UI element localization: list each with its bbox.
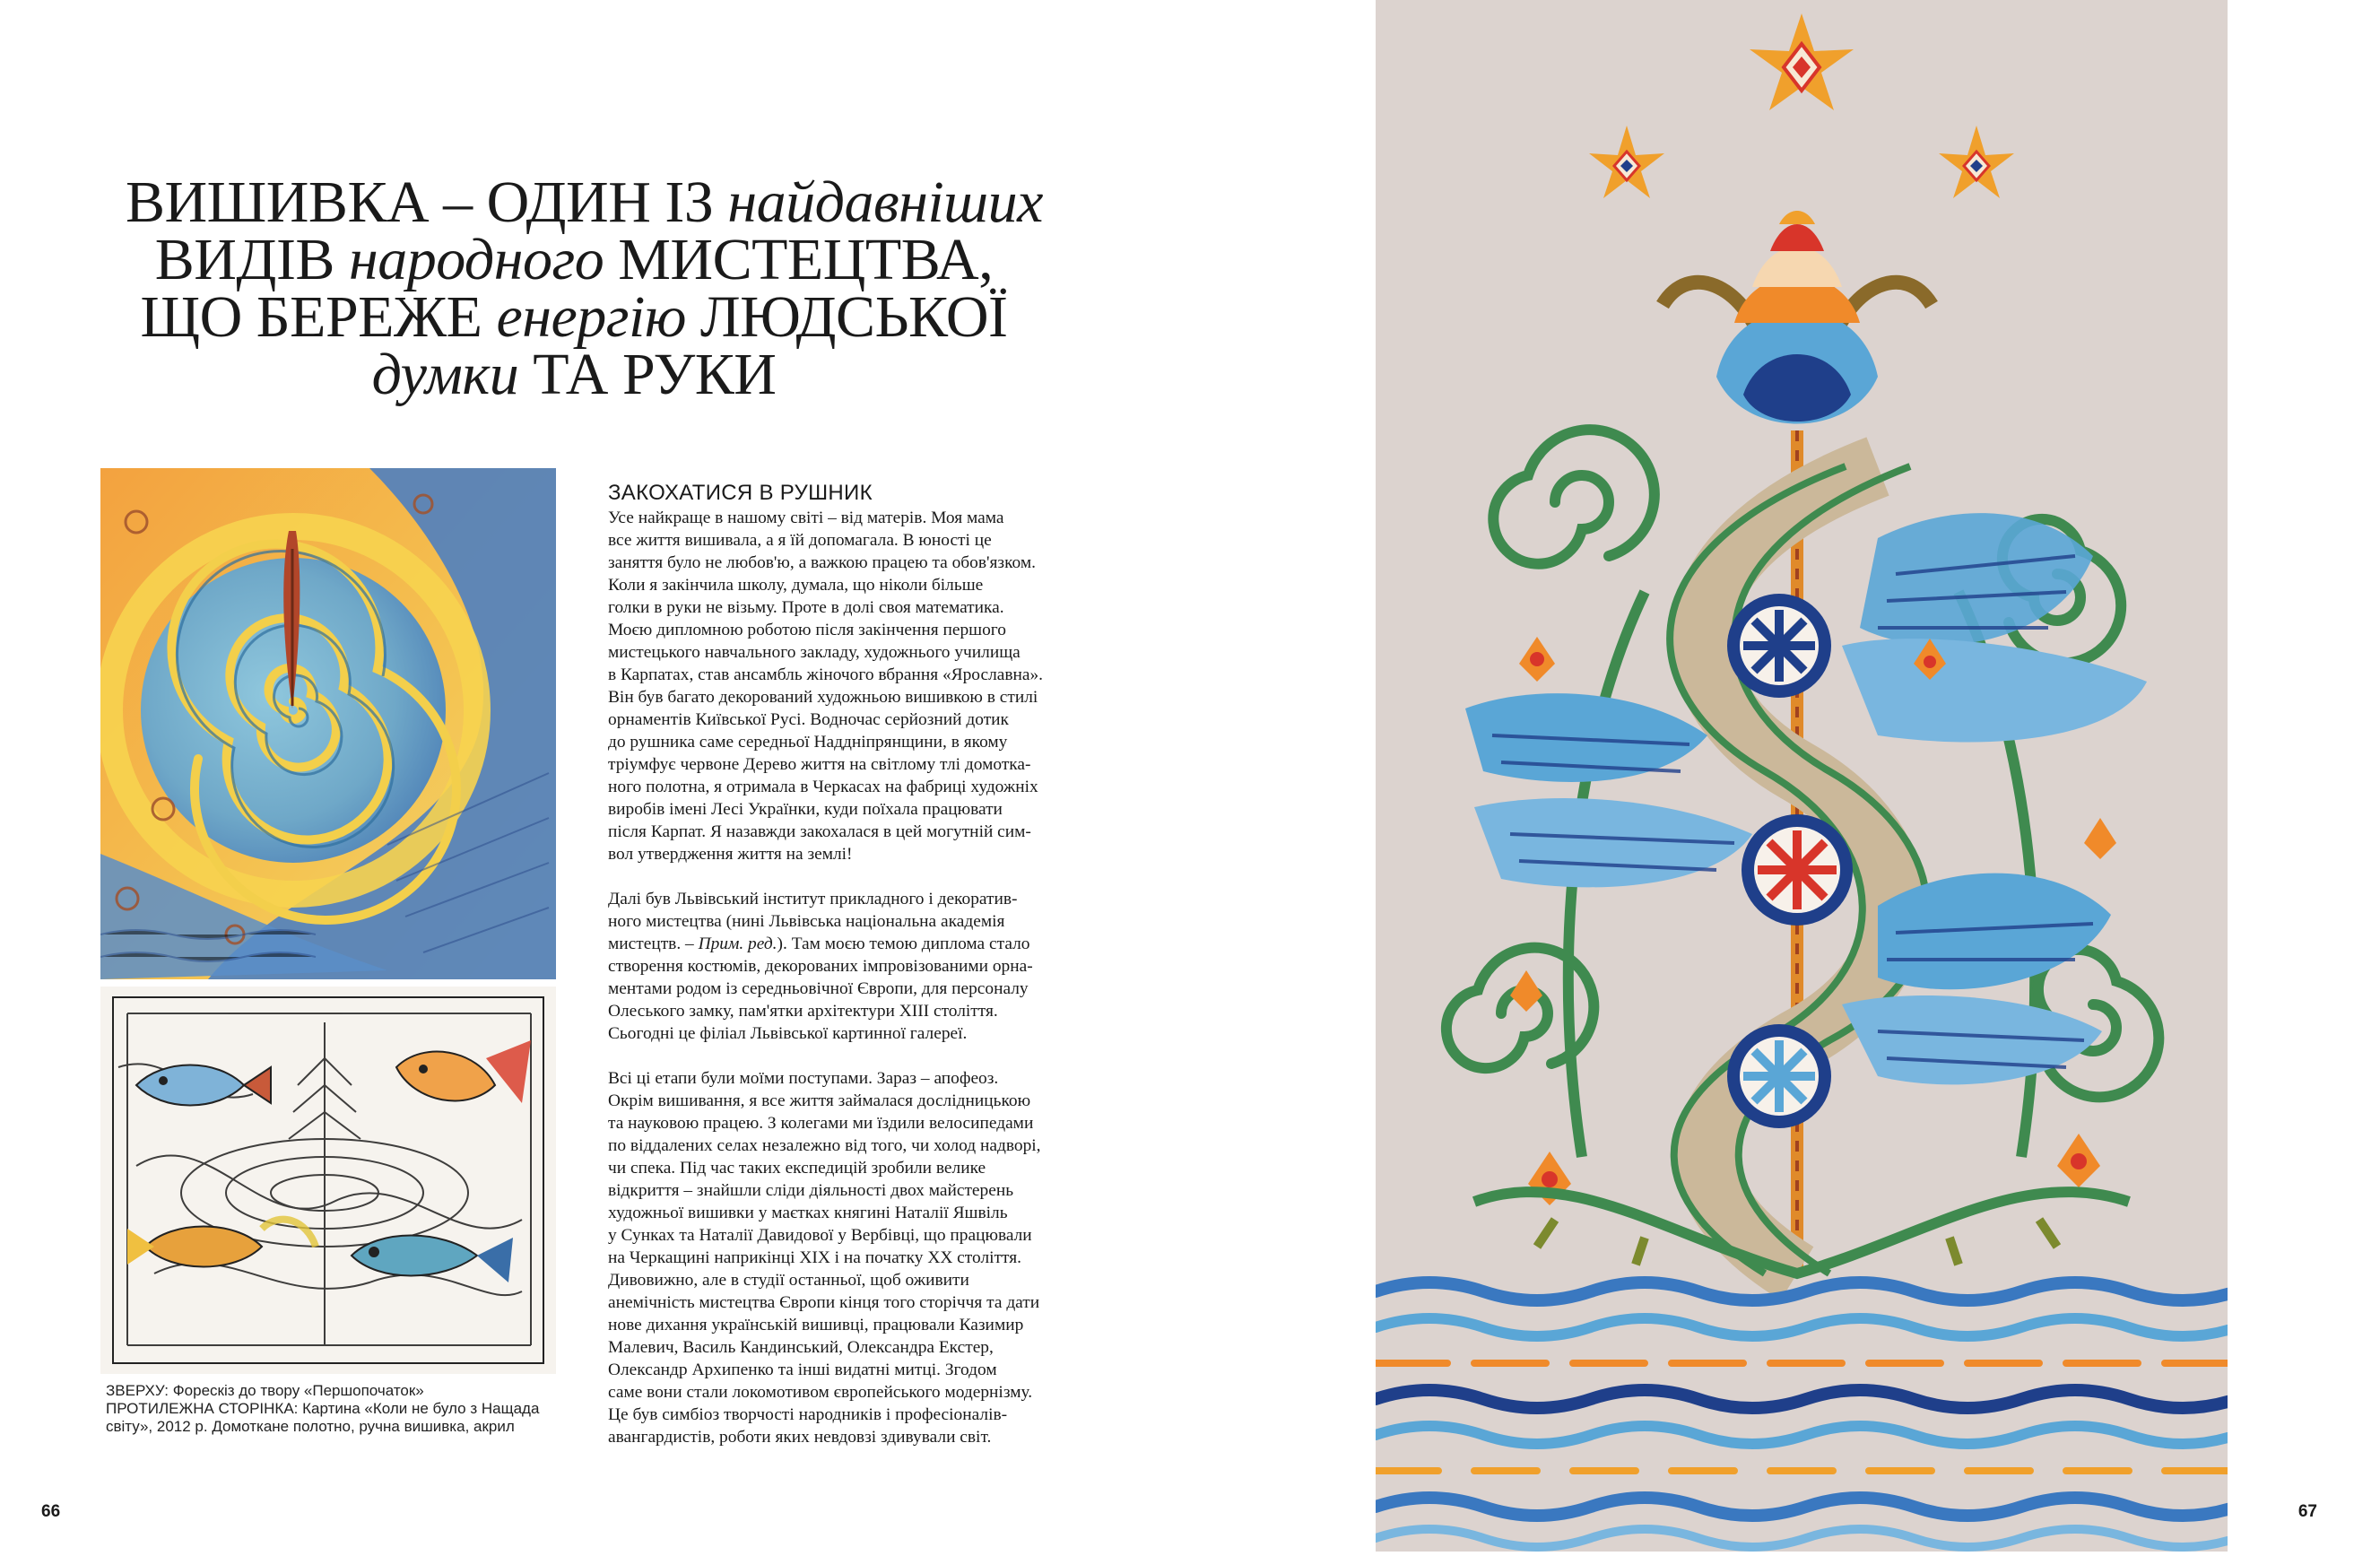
text-line: в Карпатах, став ансамбль жіночого вбрання «Ярославна». [608, 665, 1044, 684]
headline-line-1: ВИШИВКА – ОДИН ІЗ найдавніших [126, 170, 1043, 236]
headline-line-4: думки ТА РУКИ [371, 342, 777, 408]
text-line: саме вони стали локомотивом європейського модернізму. [608, 1383, 1033, 1402]
text-line: ного полотна, я отримала в Черкасах на фабриці художніх [608, 778, 1038, 796]
page-number-right: 67 [2297, 1502, 2317, 1521]
text-line: мистецтв. – Прим. ред.). Там моєю темою диплома стало [608, 934, 1030, 953]
text-line: після Карпат. Я назавжди закохалася в цей могутній сим- [608, 822, 1031, 841]
text-line: чи спека. Під час таких експедицій зробили велике [608, 1159, 986, 1178]
text-line: Дивовижно, але в студії останньої, щоб оживити [608, 1271, 969, 1290]
text-line: Далі був Львівський інститут прикладного і декоратив- [608, 890, 1018, 908]
text-line: та науковою працею. З колегами ми їздили велосипедами [608, 1114, 1034, 1133]
text-line: авангардистів, роботи яких невдовзі здивували світ. [608, 1428, 992, 1447]
text-line: на Черкащині наприкінці XIX і на початку XX століття. [608, 1248, 1021, 1267]
page-number-left: 66 [41, 1502, 61, 1521]
right-page [1376, 0, 2380, 1552]
text-line: Олександр Архипенко та інші видатні митці. Згодом [608, 1360, 997, 1379]
text-line: Сьогодні це філіал Львівської картинної галереї. [608, 1024, 968, 1043]
text-line: до рушника саме середньої Наддніпрянщини, в якому [608, 733, 1008, 752]
caption-line: ЗВЕРХУ: Форескіз до твору «Першопочаток» [106, 1382, 424, 1399]
text-line: відкриття – знайшли сліди діяльності двох майстерень [608, 1181, 1014, 1200]
text-line: художньої вишивки у маєтках княгині Наталії Яшвіль [608, 1204, 1008, 1222]
text-line: Він був багато декорований художньою вишивкою в стилі [608, 688, 1038, 707]
text-line: виробів імені Лесі Українки, куди поїхала працювати [608, 800, 1003, 819]
article-paragraph-1 [608, 507, 1092, 865]
article [608, 480, 1092, 1471]
text-line: Окрім вишивання, я все життя займалася дослідницькою [608, 1091, 1031, 1110]
text-line: тріумфує червоне Дерево життя на світлому тлі домотка- [608, 755, 1031, 774]
text-line: Олеського замку, пам'ятки архітектури XIII століття. [608, 1002, 998, 1021]
text-line: нове дихання українській вишивці, працювали Казимир [608, 1316, 1024, 1334]
text-line: Коли я закінчила школу, думала, що ніколи більше [608, 576, 984, 595]
editor-note: Прим. ред. [698, 934, 777, 953]
text-line: заняття було не любов'ю, а важкою працею та обов'язком. [608, 553, 1036, 572]
tree-of-life-embroidery [1376, 0, 2228, 1552]
text-line: ного мистецтва (нині Львівська національна академія [608, 912, 1005, 931]
article-paragraph-2 [608, 888, 1092, 1045]
text-line: по віддалених селах незалежно від того, чи холод надворі, [608, 1136, 1041, 1155]
caption-line: ПРОТИЛЕЖНА СТОРІНКА: Картина «Коли не було з Нащада [106, 1400, 540, 1417]
text-line: Усе найкраще в нашому світі – від матерів. Моя мама [608, 509, 1004, 527]
image-caption [106, 1382, 572, 1436]
headline [126, 170, 1043, 408]
article-heading: ЗАКОХАТИСЯ В РУШНИК [608, 481, 873, 505]
text-line: ментами родом із середньовічної Європи, для персоналу [608, 979, 1029, 998]
text-line: Це був симбіоз творчості народників і професіоналів- [608, 1405, 1008, 1424]
text-line: створення костюмів, декорованих імпровізованими орна- [608, 957, 1033, 976]
text-line: Малевич, Василь Кандинський, Олександра Екстер, [608, 1338, 994, 1357]
headline-line-3: ЩО БЕРЕЖЕ енергію ЛЮДСЬКОЇ [140, 284, 1008, 351]
article-paragraph-3 [608, 1067, 1092, 1448]
text-line: голки в руки не візьму. Проте в долі своя математика. [608, 598, 1004, 617]
text-line: Всі ці етапи були моїми поступами. Зараз – апофеоз. [608, 1069, 999, 1088]
caption-line: світу», 2012 р. Домоткане полотно, ручна вишивка, акрил [106, 1418, 515, 1435]
text-line: вол утвердження життя на землі! [608, 845, 853, 864]
text-line: анемічність мистецтва Європи кінця того сторіччя та дати [608, 1293, 1040, 1312]
spiral-artwork [100, 468, 556, 979]
text-line: Моєю дипломною роботою після закінчення першого [608, 621, 1006, 639]
text-line: все життя вишивала, а я їй допомагала. В юності це [608, 531, 992, 550]
text-line: мистецького навчального закладу, художнього училища [608, 643, 1021, 662]
headline-line-2: ВИДІВ народного МИСТЕЦТВА, [154, 227, 994, 293]
fish-sketch-artwork [100, 987, 556, 1374]
text-line: орнаментів Київської Русі. Водночас серйозний дотик [608, 710, 1009, 729]
text-line: у Сунках та Наталії Давидової у Вербівці, що працювали [608, 1226, 1032, 1245]
